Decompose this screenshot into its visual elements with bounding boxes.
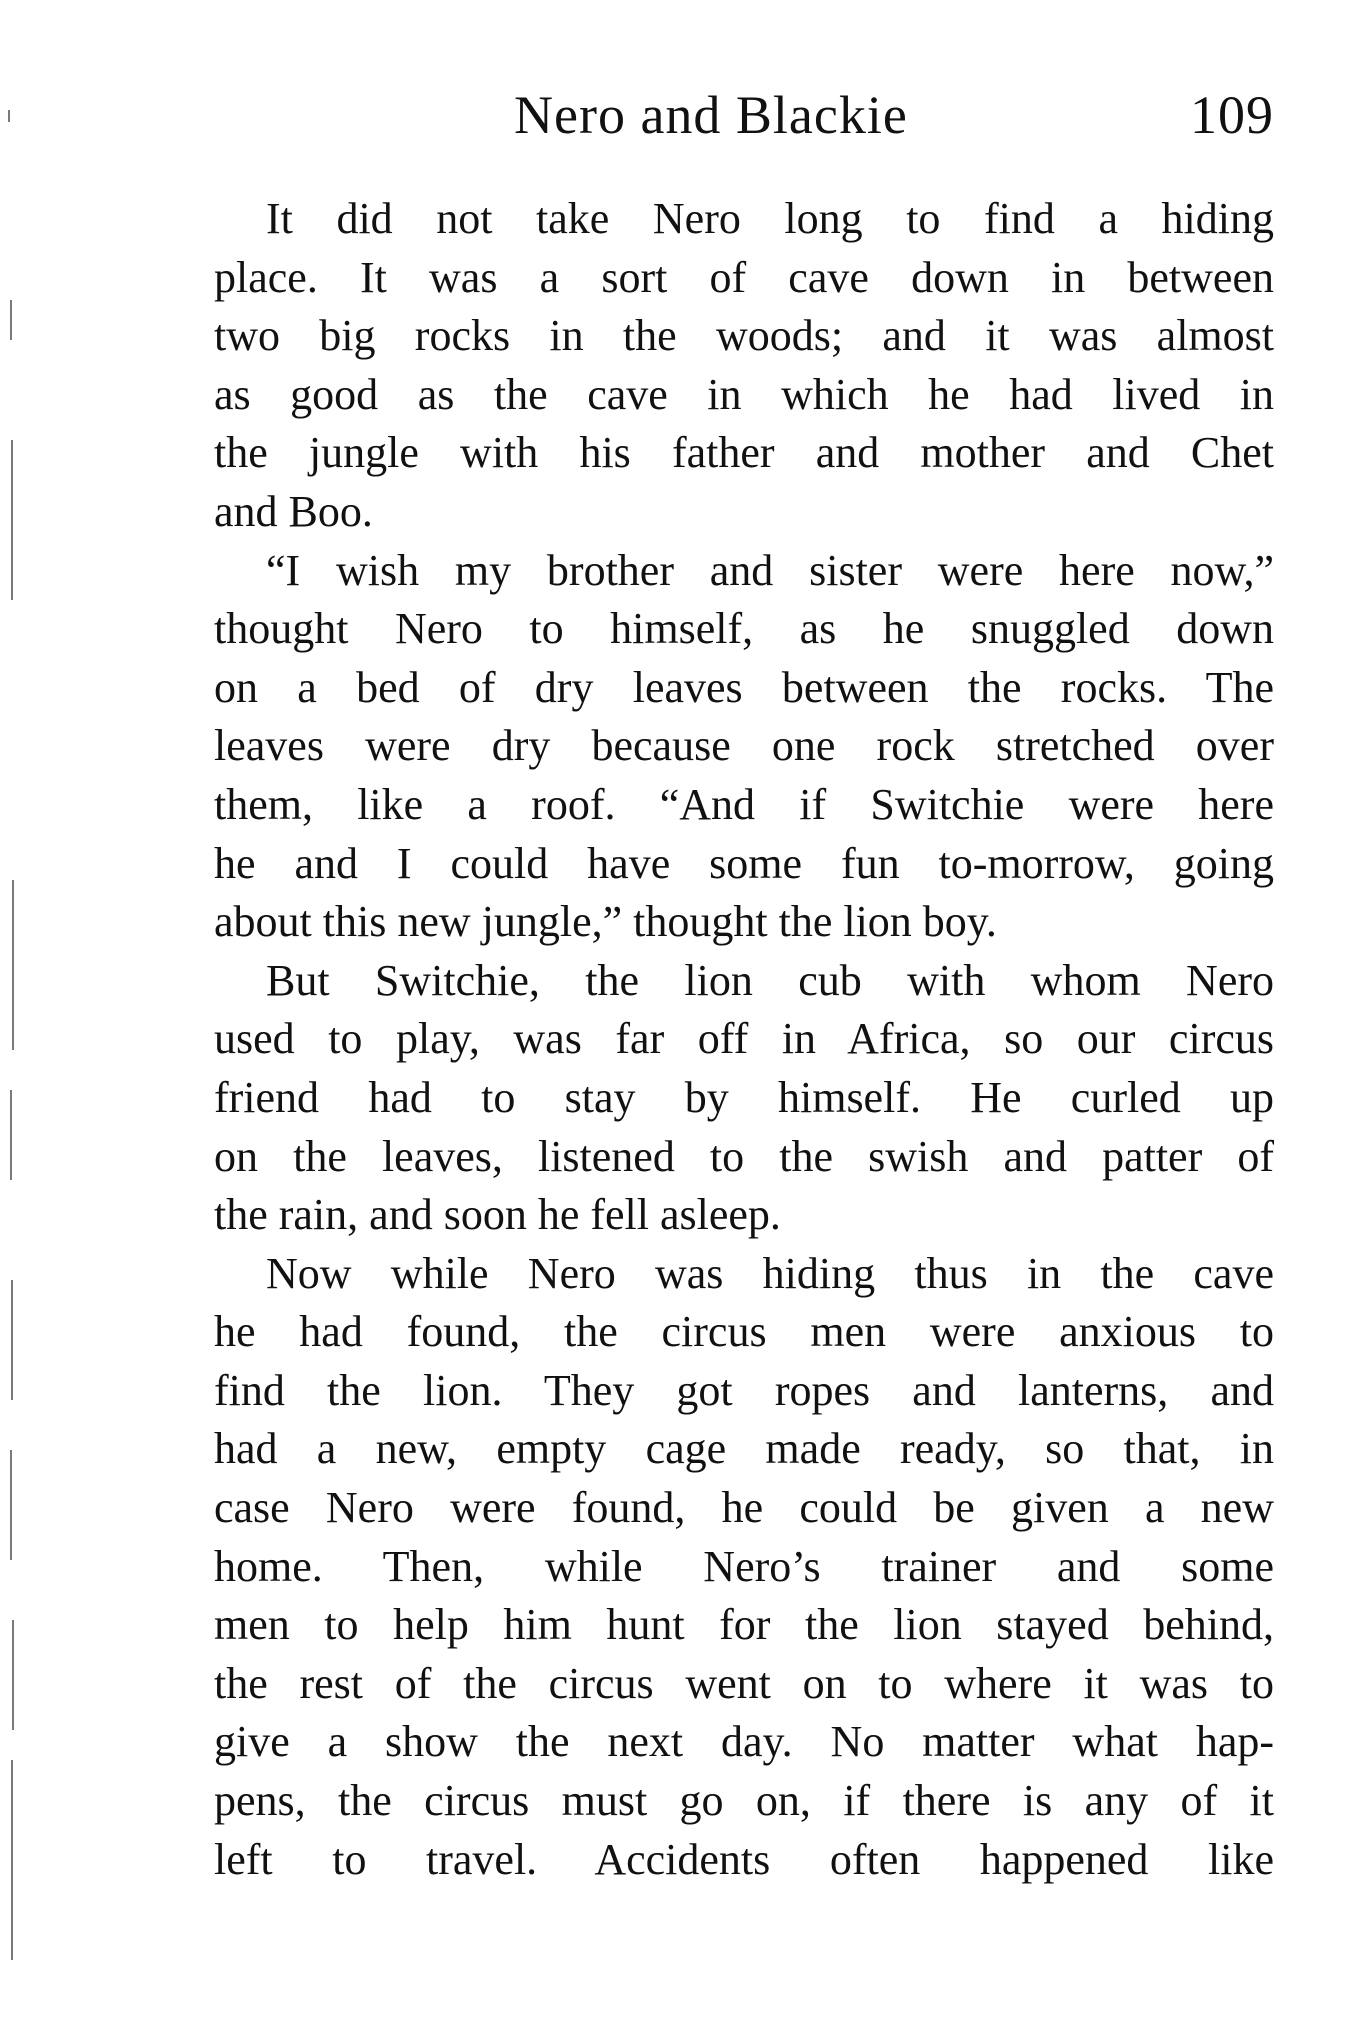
- text-line: he had found, the circus men were anxious to: [214, 1307, 1274, 1357]
- text-line: thought Nero to himself, as he snuggled down: [214, 604, 1274, 654]
- text-line: give a show the next day. No matter what hap-: [214, 1717, 1274, 1767]
- scan-mark: [10, 300, 12, 340]
- text-line: about this new jungle,” thought the lion boy.: [214, 897, 997, 947]
- text-line: used to play, was far off in Africa, so our circus: [214, 1014, 1274, 1064]
- text-line: Now while Nero was hiding thus in the cave: [266, 1248, 1274, 1298]
- text-line: on a bed of dry leaves between the rocks. The: [214, 662, 1274, 712]
- text-line: on the leaves, listened to the swish and patter of: [214, 1131, 1274, 1181]
- text-line: the rain, and soon he fell asleep.: [214, 1190, 781, 1240]
- scan-mark: [11, 1280, 13, 1400]
- text-line: men to help him hunt for the lion stayed behind,: [214, 1600, 1274, 1650]
- text-line: But Switchie, the lion cub with whom Nero: [266, 955, 1274, 1005]
- text-line: the rest of the circus went on to where it was to: [214, 1658, 1274, 1708]
- scan-mark: [10, 1090, 12, 1180]
- text-line: had a new, empty cage made ready, so that, in: [214, 1424, 1274, 1474]
- running-title: Nero and Blackie: [514, 85, 908, 145]
- text-line: home. Then, while Nero’s trainer and some: [214, 1541, 1274, 1591]
- text-line: pens, the circus must go on, if there is any of it: [214, 1776, 1274, 1826]
- text-line: “I wish my brother and sister were here now,”: [266, 545, 1274, 595]
- text-line: leaves were dry because one rock stretched over: [214, 721, 1274, 771]
- page-header: [214, 84, 1274, 154]
- scan-mark: [11, 1760, 13, 1960]
- scan-mark: [12, 1620, 14, 1730]
- text-line: find the lion. They got ropes and lanterns, and: [214, 1365, 1274, 1415]
- scan-mark: [8, 110, 10, 122]
- scan-mark: [10, 1450, 12, 1560]
- text-line: he and I could have some fun to-morrow, going: [214, 838, 1274, 888]
- text-line: place. It was a sort of cave down in between: [214, 252, 1274, 302]
- body-text: [214, 190, 1274, 1889]
- page-edge-gutter: [0, 0, 30, 2028]
- scan-mark: [12, 880, 14, 1050]
- text-line: as good as the cave in which he had lived in: [214, 369, 1274, 419]
- text-line: them, like a roof. “And if Switchie were here: [214, 779, 1274, 829]
- text-line: left to travel. Accidents often happened like: [214, 1834, 1274, 1884]
- text-line: case Nero were found, he could be given a new: [214, 1483, 1274, 1533]
- text-line: It did not take Nero long to find a hiding: [266, 194, 1274, 243]
- text-line: and Boo.: [214, 486, 373, 536]
- text-line: two big rocks in the woods; and it was almost: [214, 311, 1274, 361]
- page-number: 109: [1190, 85, 1274, 145]
- text-line: friend had to stay by himself. He curled up: [214, 1072, 1274, 1122]
- scan-mark: [11, 440, 13, 600]
- text-line: the jungle with his father and mother and Chet: [214, 428, 1274, 478]
